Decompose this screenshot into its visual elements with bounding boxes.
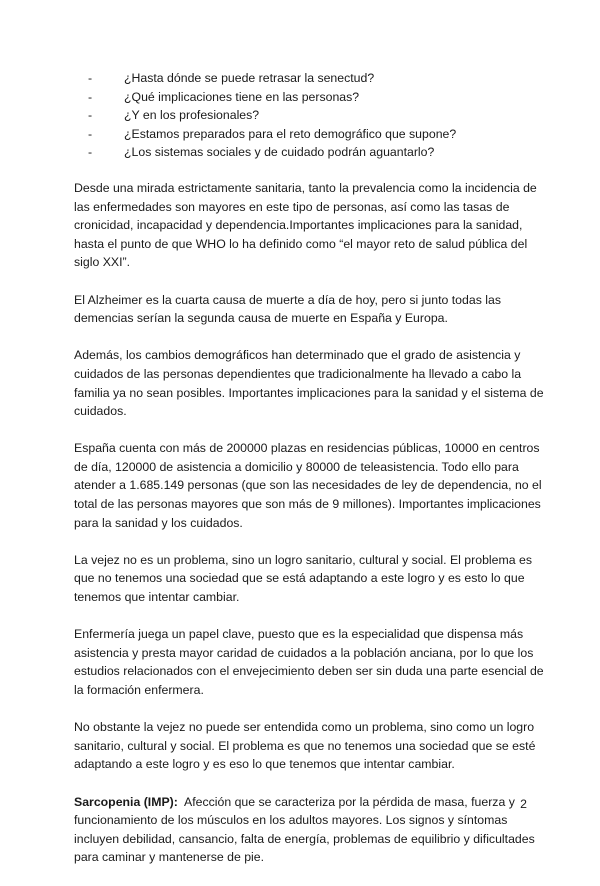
- paragraph-demographic-changes: Además, los cambios demográficos han determinado que el grado de asistencia y cuidados de las personas dependientes que tradicionalmente ha llevado a cabo la familia ya no sean posibles. Importantes implicaciones para la sanidad y el sistema de cuidados.: [74, 348, 544, 419]
- paragraph-alzheimer: El Alzheimer es la cuarta causa de muerte a día de hoy, pero si junto todas las demencias serían la segunda causa de muerte en España y Europa.: [74, 292, 501, 326]
- list-item: [88, 125, 552, 144]
- question-text: ¿Hasta dónde se puede retrasar la senectud?: [124, 71, 375, 85]
- question-text: ¿Los sistemas sociales y de cuidado podrán aguantarlo?: [124, 145, 435, 160]
- definition-sarcopenia: [74, 793, 552, 867]
- question-text: ¿Y en los profesionales?: [124, 108, 260, 123]
- list-item: [88, 88, 552, 107]
- paragraph-nursing-role: Enfermería juega un papel clave, puesto que es la especialidad que dispensa más asistencia y presta mayor caridad de cuidados a la población anciana, por lo que los estudios relacionados con el envejecimiento deben ser sin duda una parte esencial de la formación enfermera.: [74, 627, 544, 697]
- list-item: [88, 69, 552, 88]
- definition-term: Sarcopenia (IMP):: [74, 794, 178, 809]
- question-text: ¿Estamos preparados para el reto demográfico que supone?: [124, 126, 457, 141]
- list-item: [88, 106, 552, 125]
- paragraph-aging-achievement: La vejez no es un problema, sino un logro sanitario, cultural y social. El problema es que no tenemos una sociedad que se está adaptando a este logro y es esto lo que tenemos que intentar cambiar.: [74, 552, 532, 605]
- definition-text: Afección que se caracteriza por la pérdida de masa, fuerza y funcionamiento de los músculos en los adultos mayores. Los signos y síntomas incluyen debilidad, cansancio, falta de energía, problemas de equilibrio y dificultades para caminar y mantenerse de pie.: [74, 794, 535, 865]
- bullet-dash: -: [88, 145, 93, 160]
- page-content: [74, 69, 552, 886]
- bullet-dash: -: [88, 89, 93, 104]
- paragraph-aging-not-problem: No obstante la vejez no puede ser entendida como un problema, sino como un logro sanitario, cultural y social. El problema es que no tenemos una sociedad que se esté adaptando a este logro y es eso lo que tenemos que intentar cambiar.: [74, 720, 536, 772]
- question-text: ¿Qué implicaciones tiene en las personas?: [124, 89, 360, 104]
- bullet-dash: -: [88, 126, 93, 141]
- bullet-dash: -: [88, 108, 93, 123]
- bullet-dash: -: [88, 71, 93, 85]
- page-number: 2: [520, 797, 527, 811]
- paragraph-spain-capacity: España cuenta con más de 200000 plazas en residencias públicas, 10000 en centros de día, 120000 de asistencia a domicilio y 80000 de teleasistencia. Todo ello para atender a 1.685.149 personas (que son las necesidades de ley de dependencia, no el total de las personas mayores que son más de 9 millones). Importantes implicaciones para la sanidad y los cuidados.: [74, 441, 542, 530]
- list-item: [88, 143, 552, 162]
- paragraph-health-perspective: Desde una mirada estrictamente sanitaria, tanto la prevalencia como la incidencia de las enfermedades son mayores en este tipo de personas, así como las tasas de cronicidad, incapacidad y dependencia.Importantes implicaciones para la sanidad, hasta el punto de que WHO lo ha definido como “el mayor reto de salud pública del siglo XXI”.: [74, 180, 537, 270]
- question-list: [74, 69, 552, 162]
